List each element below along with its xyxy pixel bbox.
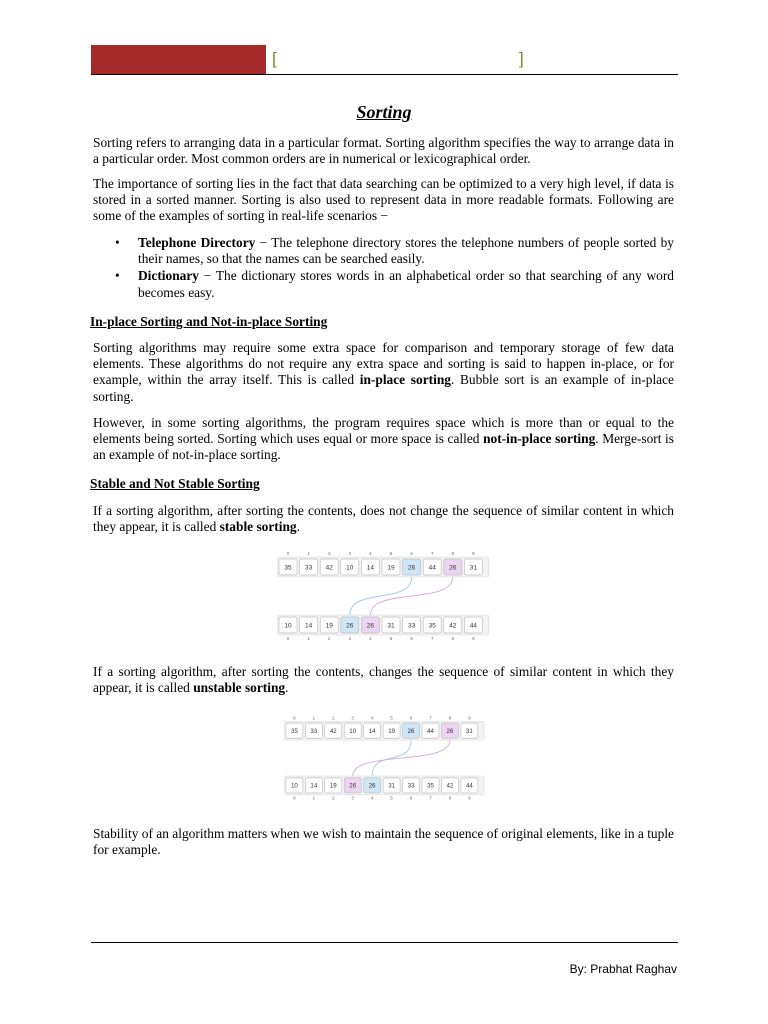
array-index: 3	[348, 551, 352, 556]
array-cell-value: 44	[428, 564, 436, 572]
page-title: Sorting	[356, 102, 412, 122]
stable-sorting-diagram	[277, 547, 491, 647]
array-cell-value: 42	[446, 782, 454, 790]
array-index: 6	[409, 795, 413, 801]
array-index: 0	[286, 551, 290, 556]
array-index: 8	[448, 715, 452, 721]
list-item	[93, 268, 674, 300]
inplace-p2-text-end: . Merge-sort is an example of not-in-place sorting.	[93, 431, 674, 463]
list-item	[93, 235, 674, 267]
stable-p2-text-end: .	[285, 680, 289, 696]
array-index: 4	[369, 551, 372, 556]
list-item-text: − The telephone directory stores the telephone numbers of people sorted by their names, so that the names can be searched easily.	[138, 235, 674, 267]
array-cell-value: 33	[310, 727, 318, 735]
inplace-p2-text: However, in some sorting algorithms, the program requires space which is more than or equal to the elements being sorted. Sorting which uses equal or more space is called	[93, 415, 674, 447]
array-index: 1	[312, 795, 316, 801]
array-cell-value: 26	[407, 727, 415, 735]
array-index: 7	[429, 795, 432, 801]
stable-p2-text: If a sorting algorithm, after sorting the contents, changes the sequence of similar content in which they appear, it is called	[93, 664, 674, 696]
intro-paragraph-2: The importance of sorting lies in the fact that data searching can be optimized to a very high level, if data is stored in a sorted manner. Sorting is also used to represent data in more readable formats. Following are some of the examples of sorting in real-life scenarios −	[93, 176, 674, 224]
array-index: 3	[351, 715, 354, 721]
array-index: 2	[327, 551, 331, 556]
array-index: 3	[348, 636, 352, 641]
stability-paragraph: Stability of an algorithm matters when we wish to maintain the sequence of original elements, like in a tuple for example.	[93, 826, 674, 858]
examples-list	[93, 235, 674, 302]
array-index: 3	[351, 795, 354, 801]
connector-line	[353, 740, 450, 776]
array-cell-value: 35	[284, 564, 292, 572]
bullet-icon: •	[115, 235, 120, 250]
array-index: 8	[451, 636, 455, 641]
inplace-paragraph-1	[93, 340, 674, 405]
array-cell-value: 26	[446, 727, 454, 735]
array-index: 7	[430, 551, 434, 556]
connector-line	[350, 577, 412, 615]
array-index: 2	[332, 715, 335, 721]
array-cell-value: 26	[346, 622, 354, 630]
array-index: 4	[369, 636, 372, 641]
array-index: 2	[327, 636, 331, 641]
array-cell-value: 31	[469, 564, 478, 572]
inplace-p1-text: Sorting algorithms may require some extra space for comparison and temporary storage of few data elements. These algorithms do not require any extra space and sorting is said to happen in-place, or for example, within the array itself. This is called	[93, 340, 674, 388]
array-cell-value: 19	[388, 727, 396, 735]
array-cell-value: 10	[284, 622, 292, 630]
intro-paragraph-1: Sorting refers to arranging data in a particular format. Sorting algorithm specifies the way to arrange data in a particular order. Most common orders are in numerical or lexicographical order.	[93, 135, 674, 167]
stable-p1-text-end: .	[296, 519, 300, 535]
array-cell-value: 19	[387, 564, 395, 572]
array-index: 5	[390, 715, 393, 721]
array-index: 6	[410, 551, 413, 556]
array-cell-value: 10	[346, 564, 354, 572]
stable-paragraph-1	[93, 503, 674, 535]
array-cell-value: 42	[449, 622, 457, 630]
array-cell-value: 44	[427, 727, 434, 735]
stable-paragraph-2	[93, 664, 674, 696]
section-heading-inplace: In-place Sorting and Not-in-place Sorting	[90, 314, 328, 329]
array-index: 7	[430, 636, 434, 641]
array-cell-value: 35	[428, 622, 436, 630]
array-index: 9	[468, 715, 471, 721]
stable-p2-bold: unstable sorting	[193, 680, 286, 696]
array-cell-value: 14	[304, 622, 313, 630]
header-bracket-close: ]	[519, 49, 524, 68]
array-index: 1	[307, 551, 310, 556]
stable-p1-text: If a sorting algorithm, after sorting the contents, does not change the sequence of similar content in which they appear, it is called	[93, 503, 674, 535]
array-index: 9	[468, 795, 471, 801]
array-cell-value: 31	[387, 622, 395, 630]
array-cell-value: 44	[469, 622, 478, 630]
header-color-bar	[91, 45, 266, 74]
array-index: 8	[451, 551, 455, 556]
array-cell-value: 26	[449, 564, 457, 572]
array-cell-value: 31	[465, 727, 473, 735]
array-cell-value: 33	[407, 622, 416, 630]
footer-author: By: Prabhat Raghav	[569, 962, 677, 976]
inplace-p2-bold: not-in-place sorting	[483, 431, 596, 447]
array-cell-value: 14	[368, 727, 376, 735]
array-index: 5	[390, 795, 393, 801]
array-index: 9	[472, 551, 475, 556]
array-index: 8	[448, 795, 452, 801]
array-cell-value: 10	[349, 727, 357, 735]
array-cell-value: 42	[329, 727, 337, 735]
array-cell-value: 35	[290, 727, 298, 735]
array-index: 1	[307, 636, 310, 641]
inplace-p1-bold: in-place sorting	[359, 372, 451, 388]
array-index: 0	[286, 636, 290, 641]
array-cell-value: 33	[304, 564, 313, 572]
array-index: 4	[370, 715, 374, 721]
header-rule	[91, 74, 678, 75]
array-index: 0	[293, 795, 296, 801]
array-cell-value: 33	[407, 782, 415, 790]
array-cell-value: 26	[407, 564, 416, 572]
array-cell-value: 14	[366, 564, 375, 572]
array-cell-value: 31	[388, 782, 396, 790]
array-index: 6	[410, 636, 413, 641]
array-index: 5	[389, 636, 393, 641]
array-cell-value: 26	[366, 622, 375, 630]
array-cell-value: 42	[325, 564, 333, 572]
array-cell-value: 19	[329, 782, 337, 790]
bullet-icon: •	[115, 268, 120, 284]
array-cell-value: 14	[310, 782, 318, 790]
array-index: 4	[370, 795, 374, 801]
section-heading-stable: Stable and Not Stable Sorting	[90, 476, 260, 491]
array-cell-value: 35	[427, 782, 434, 790]
stable-p1-bold: stable sorting	[219, 519, 297, 535]
array-cell-value: 10	[290, 782, 298, 790]
list-item-text: − The dictionary stores words in an alphabetical order so that searching of any word becomes easy.	[138, 268, 674, 300]
array-index: 0	[293, 715, 296, 721]
inplace-paragraph-2	[93, 415, 674, 464]
array-cell-value: 26	[368, 782, 376, 790]
array-index: 7	[429, 715, 432, 721]
list-item-term: Telephone Directory	[138, 235, 256, 250]
array-cell-value: 44	[465, 782, 473, 790]
array-index: 1	[312, 715, 316, 721]
footer-rule	[91, 942, 678, 943]
array-cell-value: 26	[349, 782, 357, 790]
array-index: 6	[409, 715, 413, 721]
header-bracket-open: [	[272, 49, 277, 68]
unstable-sorting-diagram	[284, 711, 486, 807]
inplace-p1-text-end: . Bubble sort is an example of in-place sorting.	[93, 372, 674, 404]
array-index: 2	[332, 795, 335, 801]
array-index: 9	[472, 636, 475, 641]
array-index: 5	[389, 551, 393, 556]
list-item-term: Dictionary	[138, 268, 199, 284]
array-cell-value: 19	[325, 622, 333, 630]
